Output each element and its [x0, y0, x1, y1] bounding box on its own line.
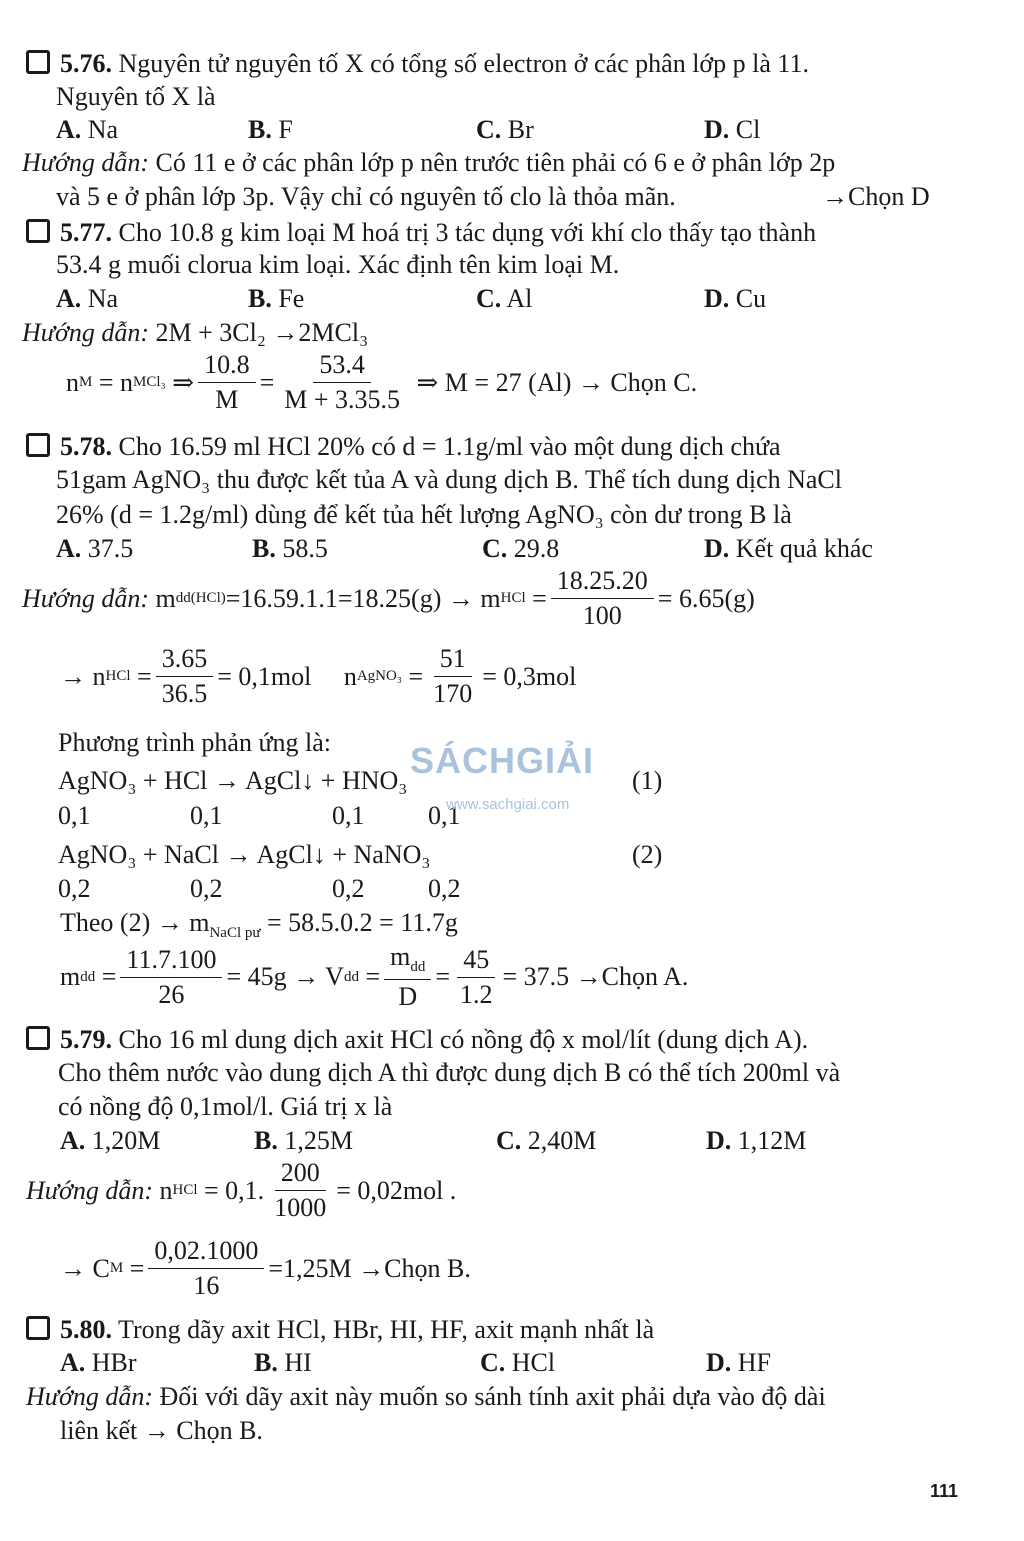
guide: Hướng dẫn: n HCl = 0,1. $\frac{200}{1000}$ = 0,02mol . [26, 1158, 457, 1222]
fraction: $\frac{51}{170}$ [433, 644, 473, 708]
option-c: C. Al [476, 284, 533, 313]
question-text: 51gam AgNO₃ thu được kết tủa A và dung dịch B. Thể tích dung dịch NaCl [56, 465, 842, 494]
value: 0,2 [332, 874, 365, 903]
option-b: B. 58.5 [252, 534, 328, 563]
watermark-logo: SÁCHGIẢI [410, 740, 595, 781]
fraction: $\frac{11.7.100}{26}$ [120, 947, 222, 1008]
guide-line: và 5 e ở phân lớp 3p. Vậy chỉ có nguyên tố clo là thỏa mãn. [56, 182, 676, 211]
option-a: A. Na [56, 115, 119, 144]
guide: Hướng dẫn: Đối với dãy axit này muốn so sánh tính axit phải dựa vào độ dài [26, 1382, 826, 1411]
checkbox-icon [26, 1316, 50, 1340]
question-5-79: 5.79. Cho 16 ml dung dịch axit HCl có nồng độ x mol/lít (dung dịch A). [26, 1026, 808, 1053]
fraction: $\frac{45}{1.2}$ [454, 947, 499, 1008]
option-b: B. F [248, 115, 293, 144]
equation: n M = n MCl₃ ⇒ $\frac{10.8}{M}$ = $\frac{53.4}{M + 3.35.5}$ ⇒ M = 27 (Al) → Chọn C. [66, 350, 698, 414]
text: Phương trình phản ứng là: [58, 728, 332, 757]
value: 0,2 [428, 874, 461, 903]
equation: Theo $(2) \to m_{NaCl pư} = 58.5.0.2 = 11.7g$ [60, 908, 458, 942]
guide: Hướng dẫn: 2M + 3Cl₂ →2MCl₃ [22, 318, 369, 347]
equation: → C M = $\frac{0,02.1000}{16}$ =1,25M →Chọn B. [60, 1236, 471, 1300]
question-text: 26% (d = 1.2g/ml) dùng để kết tủa hết lượng AgNO₃ còn dư trong B là [56, 500, 792, 529]
reaction-2: AgNO₃ + NaCl → AgCl↓ + NaNO₃ [58, 840, 431, 869]
question-5-76: 5.76. Nguyên tử nguyên tố X có tổng số electron ở các phân lớp p là 11. [26, 50, 809, 77]
question-text: 53.4 g muối clorua kim loại. Xác định tên kim loại M. [56, 250, 620, 279]
guide-line: liên kết → Chọn B. [60, 1416, 263, 1445]
equation: m dd = $\frac{11.7.100}{26}$ = 45g → V dd = $\frac{m_{dd}}{D}$ = $\frac{45}{1.2}$ = 37.5 →Chọn A. [60, 942, 689, 1012]
option-a: A. 37.5 [56, 534, 134, 563]
value: 0,2 [58, 874, 91, 903]
question-5-77: 5.77. Cho 10.8 g kim loại M hoá trị 3 tác dụng với khí clo thấy tạo thành [26, 219, 816, 246]
option-d: D. Cl [704, 115, 761, 144]
question-5-78: 5.78. Cho 16.59 ml HCl 20% có d = 1.1g/ml vào một dung dịch chứa [26, 433, 781, 460]
fraction: $\frac{3.65}{36.5}$ [156, 646, 214, 707]
option-b: B. Fe [248, 284, 305, 313]
value: 0,1 [58, 801, 91, 830]
checkbox-icon [26, 50, 50, 74]
question-text: Cho thêm nước vào dung dịch A thì được dung dịch B có thể tích 200ml và [58, 1058, 841, 1087]
answer: →Chọn D [822, 182, 930, 211]
question-text: Nguyên tố X là [56, 82, 216, 111]
checkbox-icon [26, 433, 50, 457]
reaction-1: AgNO₃ + HCl → AgCl↓ + HNO₃ [58, 766, 408, 795]
option-d: D. Cu [704, 284, 767, 313]
fraction: $\frac{18.25.20}{100}$ [551, 568, 654, 629]
checkbox-icon [26, 1026, 50, 1050]
watermark-url: www.sachgiai.com [446, 796, 570, 813]
reaction-number: (1) [632, 766, 663, 795]
option-d: D. 1,12M [706, 1126, 807, 1155]
option-c: C. Br [476, 115, 534, 144]
fraction: $\frac{200}{1000}$ [274, 1158, 327, 1222]
checkbox-icon [26, 219, 50, 243]
fraction: $\frac{10.8}{M}$ [198, 352, 256, 413]
option-c: C. 2,40M [496, 1126, 597, 1155]
value: 0,1 [428, 801, 461, 830]
question-text: có nồng độ 0,1mol/l. Giá trị x là [58, 1092, 393, 1121]
option-a: A. Na [56, 284, 119, 313]
value: 0,1 [332, 801, 365, 830]
fraction: $\frac{0,02.1000}{16}$ [148, 1238, 264, 1299]
option-b: B. HI [254, 1348, 312, 1377]
page-number: 111 [930, 1481, 959, 1501]
option-b: B. 1,25M [254, 1126, 353, 1155]
value: 0,1 [190, 801, 223, 830]
option-d: D. HF [706, 1348, 772, 1377]
fraction: $\frac{m_{dd}}{D}$ [384, 944, 431, 1010]
option-a: A. 1,20M [60, 1126, 161, 1155]
guide: Hướng dẫn: m dd(HCl) =16.59.1.1=18.25(g) → m HCl = $\frac{18.25.20}{100}$ = 6.65(g) [22, 566, 755, 630]
question-5-80: 5.80. Trong dãy axit HCl, HBr, HI, HF, axit mạnh nhất là [26, 1316, 654, 1343]
reaction-number: (2) [632, 840, 663, 869]
option-a: A. HBr [60, 1348, 137, 1377]
option-d: D. Kết quả khác [704, 534, 873, 563]
fraction: $\frac{53.4}{M + 3.35.5}$ [284, 350, 401, 414]
option-c: C. 29.8 [482, 534, 560, 563]
equation: → n HCl = $\frac{3.65}{36.5}$ = 0,1mol n AgNO₃ = $\frac{51}{170}$ = 0,3mol [60, 644, 577, 708]
option-c: C. HCl [480, 1348, 556, 1377]
guide: Hướng dẫn: Có 11 e ở các phân lớp p nên trước tiên phải có 6 e ở phân lớp 2p [22, 148, 836, 177]
value: 0,2 [190, 874, 223, 903]
